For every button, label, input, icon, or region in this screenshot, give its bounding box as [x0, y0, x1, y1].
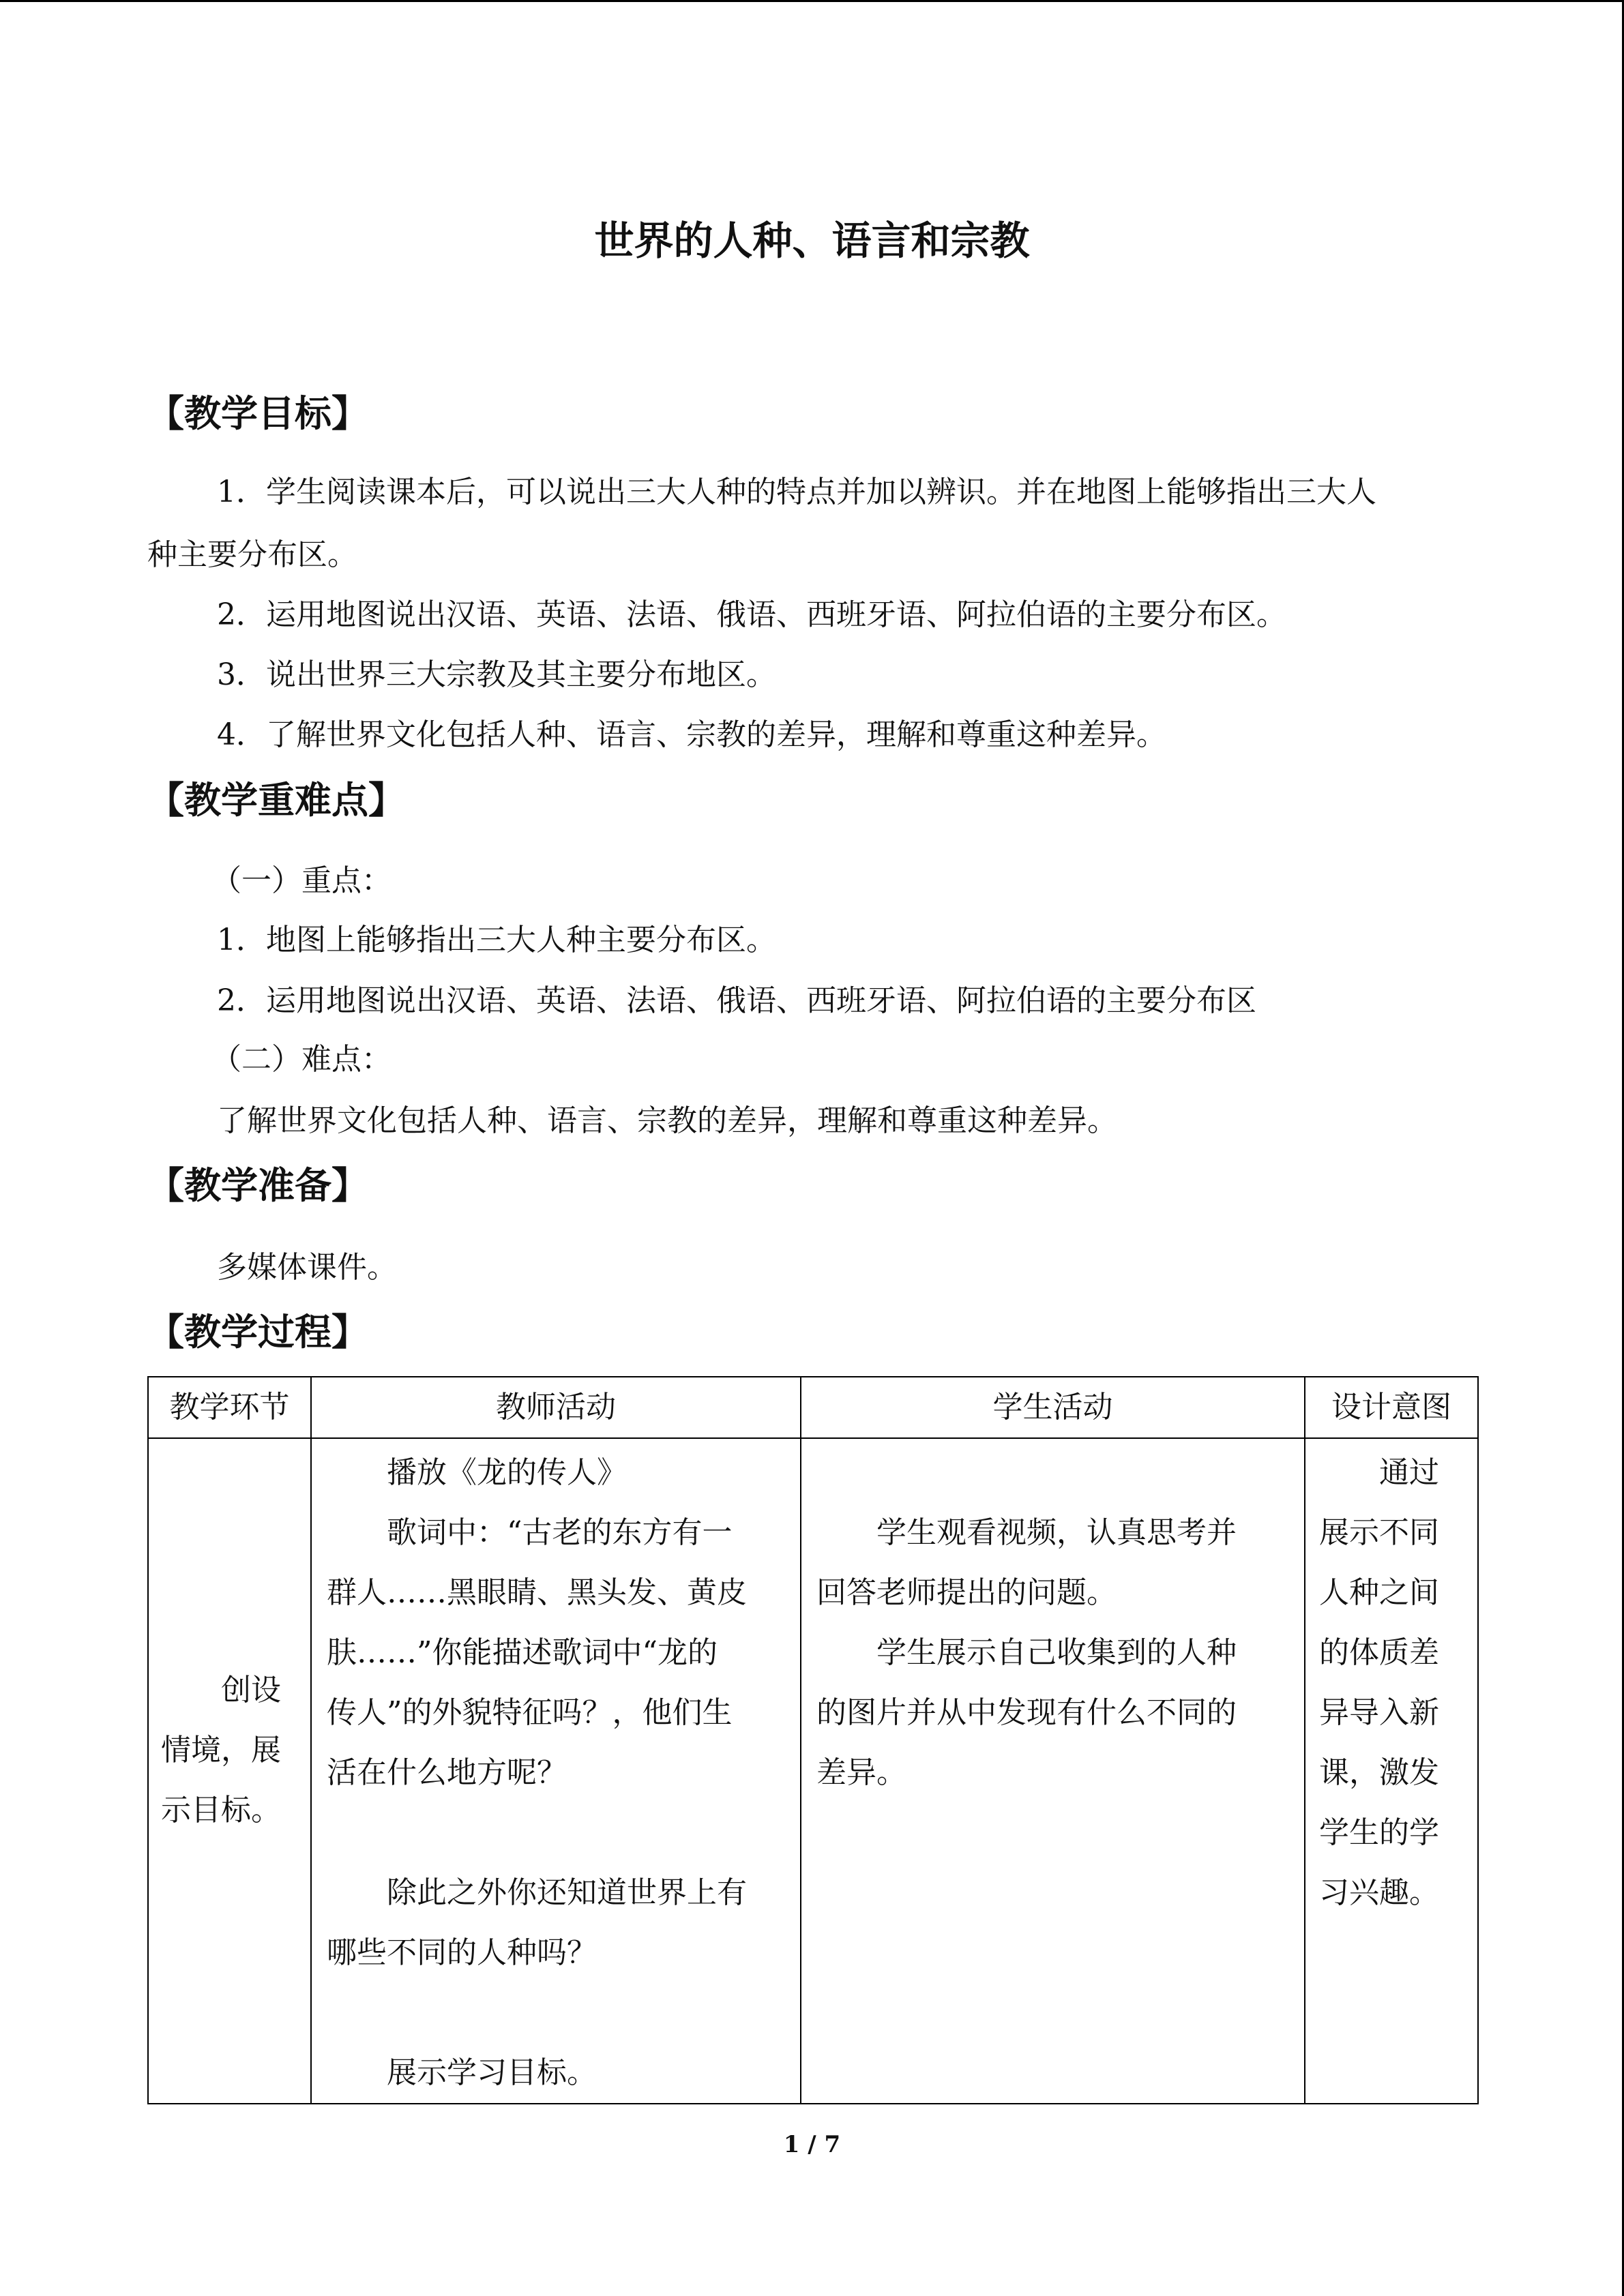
intent-text: 通过 — [1379, 1455, 1439, 1490]
student-text: 差异。 — [816, 1755, 906, 1790]
intent-text: 课，激发 — [1319, 1755, 1439, 1790]
student-text: 的图片并从中发现有什么不同的 — [816, 1695, 1237, 1730]
objective-4: 4．了解世界文化包括人种、语言、宗教的差异，理解和尊重这种差异。 — [217, 717, 1166, 752]
table-header-row — [148, 1377, 1478, 1438]
process-heading: 【教学过程】 — [147, 1311, 368, 1354]
student-text: 学生观看视频，认真思考并 — [876, 1515, 1237, 1550]
page-title: 世界的人种、语言和宗教 — [594, 218, 1030, 264]
teacher-text: 播放《龙的传人》 — [387, 1455, 627, 1490]
key-point-1: 1．地图上能够指出三大人种主要分布区。 — [217, 923, 776, 957]
key-point-2: 2．运用地图说出汉语、英语、法语、俄语、西班牙语、阿拉伯语的主要分布区 — [217, 983, 1256, 1018]
student-text: 学生展示自己收集到的人种 — [876, 1635, 1237, 1670]
teacher-text: 肤……”你能描述歌词中“龙的 — [327, 1635, 718, 1670]
objective-2: 2．运用地图说出汉语、英语、法语、俄语、西班牙语、阿拉伯语的主要分布区。 — [217, 597, 1286, 632]
column-header: 教师活动 — [311, 1377, 801, 1438]
key-label: （一）重点： — [211, 863, 392, 898]
intent-text: 展示不同 — [1319, 1515, 1439, 1550]
design-intent-cell — [1305, 1438, 1478, 2104]
teacher-text: 歌词中：“古老的东方有一 — [387, 1515, 733, 1550]
objective-3: 3．说出世界三大宗教及其主要分布地区。 — [217, 657, 776, 692]
student-activity-cell — [801, 1438, 1305, 2104]
preparation-text: 多媒体课件。 — [217, 1250, 397, 1285]
difficulty-1: 了解世界文化包括人种、语言、宗教的差异，理解和尊重这种差异。 — [217, 1103, 1117, 1138]
objective-1-line-1: 1．学生阅读课本后，可以说出三大人种的特点并加以辨识。并在地图上能够指出三大人 — [217, 475, 1376, 509]
table-row — [148, 1438, 1478, 2104]
page-indicator: 1 / 7 — [783, 2131, 841, 2158]
teacher-text: 哪些不同的人种吗？ — [327, 1935, 597, 1970]
intent-text: 习兴趣。 — [1319, 1875, 1439, 1910]
teacher-text: 群人……黑眼睛、黑头发、黄皮 — [327, 1575, 747, 1610]
intent-text: 的体质差 — [1319, 1635, 1439, 1670]
teacher-text: 传人”的外貌特征吗？，他们生 — [327, 1695, 733, 1730]
key-points-heading: 【教学重难点】 — [147, 779, 405, 822]
teaching-process-table — [147, 1376, 1479, 2104]
column-header: 学生活动 — [801, 1377, 1305, 1438]
teacher-text: 活在什么地方呢？ — [327, 1755, 567, 1790]
teacher-text: 展示学习目标。 — [387, 2055, 597, 2090]
spacer — [327, 1803, 785, 1863]
difficulty-label: （二）难点： — [211, 1042, 392, 1077]
stage-text: 情境，展 — [161, 1733, 281, 1768]
intent-text: 异导入新 — [1319, 1695, 1439, 1730]
teacher-activity-cell — [311, 1438, 801, 2104]
intent-text: 人种之间 — [1319, 1575, 1439, 1610]
spacer — [816, 1443, 1289, 1503]
teacher-text: 除此之外你还知道世界上有 — [387, 1875, 747, 1910]
column-header: 教学环节 — [148, 1377, 311, 1438]
objective-1-line-2: 种主要分布区。 — [147, 537, 357, 572]
student-text: 回答老师提出的问题。 — [816, 1575, 1117, 1610]
preparation-heading: 【教学准备】 — [147, 1164, 368, 1207]
stage-cell — [148, 1438, 311, 2104]
stage-text: 示目标。 — [161, 1793, 281, 1828]
page-border-top — [0, 0, 1624, 2]
column-header: 设计意图 — [1305, 1377, 1478, 1438]
spacer — [327, 1983, 785, 2043]
stage-text: 创设 — [221, 1673, 281, 1708]
intent-text: 学生的学 — [1319, 1815, 1439, 1850]
objectives-heading: 【教学目标】 — [147, 392, 368, 435]
